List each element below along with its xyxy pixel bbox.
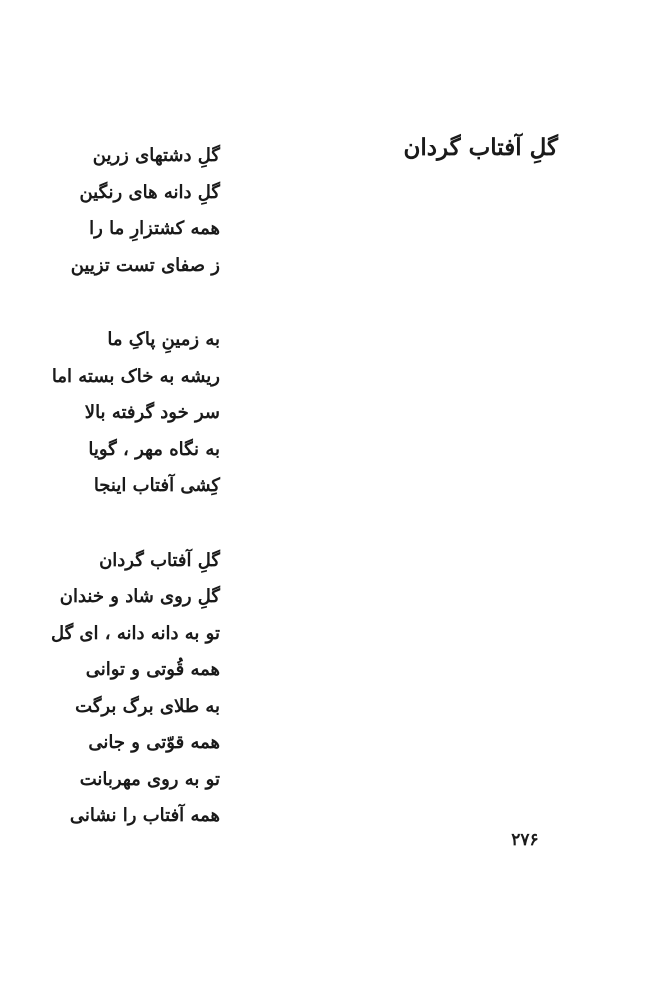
poem-line: کِشی آفتاب اینجا — [93, 475, 220, 496]
poem-line: گلِ دشتهای زرین — [92, 145, 220, 166]
poem-line: به طلای برگ برگت — [75, 695, 220, 717]
stanza-3 — [50, 543, 220, 835]
poem-line: ز صفای تست تزیین — [70, 254, 220, 276]
poem-line: گلِ روی شاد و خندان — [59, 586, 220, 607]
poem-line: به نگاه مهر ، گویا — [88, 438, 220, 460]
poem-title: گلِ آفتاب گردان — [403, 134, 558, 161]
poem-line: گلِ آفتاب گردان — [99, 549, 220, 571]
poem-line: همه کشتزارِ ما را — [89, 218, 220, 239]
poem-line: تو به دانه دانه ، ای گل — [50, 622, 220, 644]
stanza-2 — [51, 322, 220, 505]
poem-line: سر خود گرفته بالا — [84, 402, 220, 423]
poem-body — [50, 138, 220, 835]
poem-line: گلِ دانه های رنگین — [79, 181, 220, 203]
poem-line: همه قُوتی و توانی — [85, 659, 220, 680]
page-number: ۲۷۶ — [511, 830, 539, 850]
poem-line: همه قوّتی و جانی — [88, 732, 220, 753]
poem-line: تو به روی مهربانت — [79, 768, 220, 790]
stanza-1 — [60, 138, 220, 284]
poem-line: همه آفتاب را نشانی — [69, 805, 220, 826]
poem-line: ریشه به خاک بسته اما — [51, 365, 220, 387]
poem-line: به زمینِ پاکِ ما — [107, 329, 220, 350]
